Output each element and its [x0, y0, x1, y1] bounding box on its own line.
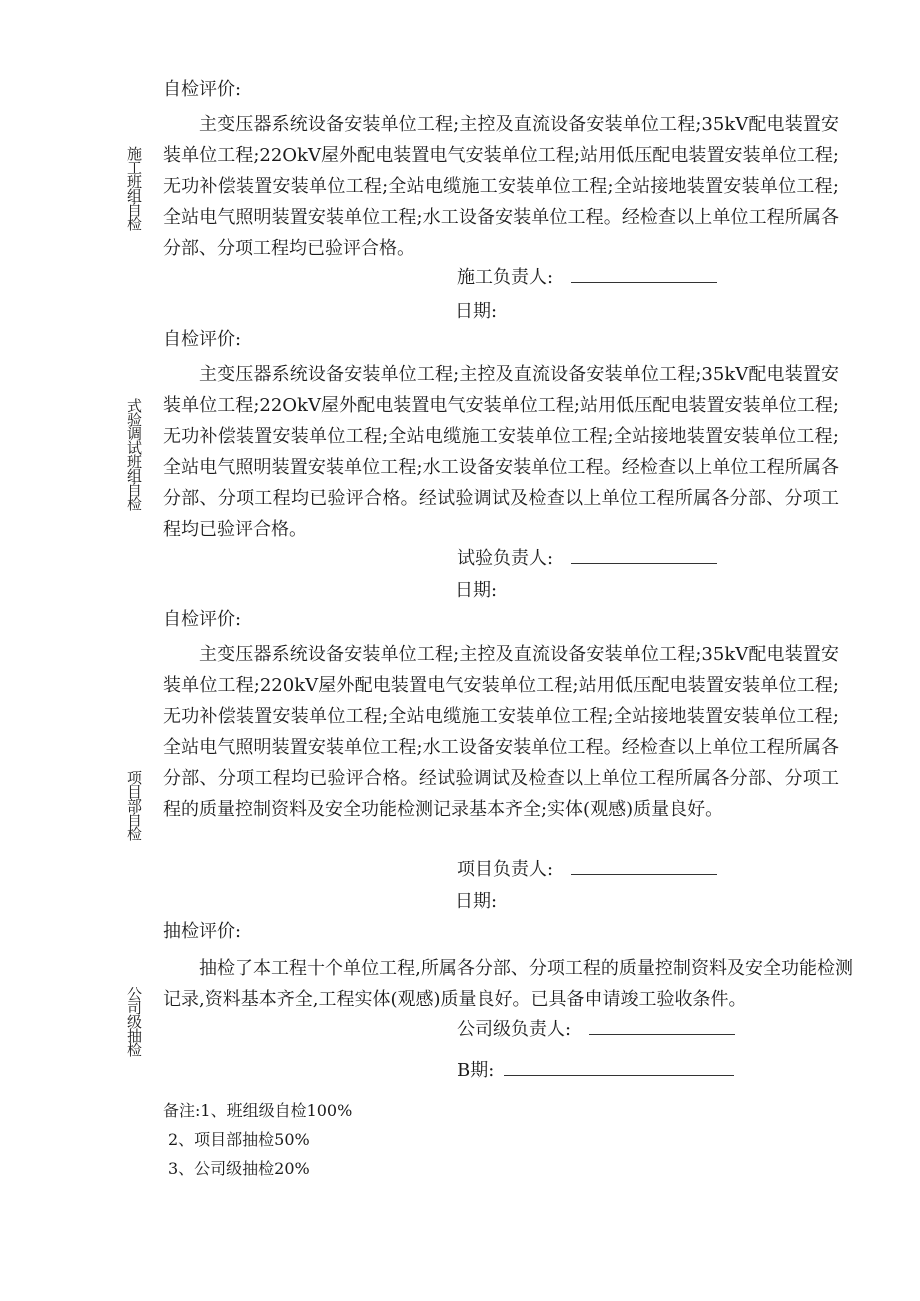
section-4-signature-line[interactable]: [589, 1017, 735, 1035]
section-2-signer-label: 试验负责人:: [457, 548, 554, 569]
section-3-signature-line[interactable]: [571, 857, 717, 875]
section-4-date-label: B期:: [457, 1060, 495, 1081]
section-3-signer: [457, 857, 717, 881]
section-1-signature-line[interactable]: [571, 265, 717, 283]
section-2-signature-line[interactable]: [571, 546, 717, 564]
section-4-label: 抽检评价:: [163, 921, 242, 942]
section-2-label: 自检评价:: [163, 329, 242, 350]
note-2: 2、项目部抽检50%: [168, 1130, 310, 1149]
section-4-date-line[interactable]: [504, 1058, 734, 1076]
section-3-date-label: 日期:: [455, 891, 498, 912]
section-4-date: [457, 1058, 734, 1082]
section-1-date: [455, 301, 511, 323]
section-1-date-label: 日期:: [455, 301, 498, 322]
section-1-side-label: 施工班组自检: [125, 146, 143, 230]
section-1-label: 自检评价:: [163, 79, 242, 100]
section-2-signer: [457, 546, 717, 570]
section-4-signer: [457, 1017, 735, 1041]
section-3-body: 主变压器系统设备安装单位工程;主控及直流设备安装单位工程;35kV配电装置安装单位工程;220kV屋外配电装置电气安装单位工程;站用低压配电装置安装单位工程;无功补偿装置安装单位工程;全站电缆施工安装单位工程;全站接地装置安装单位工程;全站电气照明装置安装单位工程;水工设备安装单位工程。经检查以上单位工程所属各分部、分项工程均已验评合格。经试验调试及检查以上单位工程所属各分部、分项工程的质量控制资料及安全功能检测记录基本齐全;实体(观感)质量良好。: [163, 644, 839, 820]
section-2-body: 主变压器系统设备安装单位工程;主控及直流设备安装单位工程;35kV配电装置安装单位工程;22OkV屋外配电装置电气安装单位工程;站用低压配电装置安装单位工程;无功补偿装置安装单位工程;全站电缆施工安装单位工程;全站接地装置安装单位工程;全站电气照明装置安装单位工程;水工设备安装单位工程。经检查以上单位工程所属各分部、分项工程均已验评合格。经试验调试及检查以上单位工程所属各分部、分项工程均已验评合格。: [163, 364, 839, 540]
section-3-label: 自检评价:: [163, 609, 242, 630]
section-4-body: 抽检了本工程十个单位工程,所属各分部、分项工程的质量控制资料及安全功能检测记录,资料基本齐全,工程实体(观感)质量良好。已具备申请竣工验收条件。: [163, 958, 853, 1010]
section-4-side-label: 公司级抽检: [125, 986, 143, 1056]
note-1: 备注:1、班组级自检100%: [163, 1101, 353, 1120]
section-1-signer: [457, 265, 717, 289]
section-1-body: 主变压器系统设备安装单位工程;主控及直流设备安装单位工程;35kV配电装置安装单位工程;22OkV屋外配电装置电气安装单位工程;站用低压配电装置安装单位工程;无功补偿装置安装单位工程;全站电缆施工安装单位工程;全站接地装置安装单位工程;全站电气照明装置安装单位工程;水工设备安装单位工程。经检查以上单位工程所属各分部、分项工程均已验评合格。: [163, 114, 839, 259]
section-4-signer-label: 公司级负责人:: [457, 1019, 572, 1040]
section-1-signer-label: 施工负责人:: [457, 267, 554, 288]
section-2-date: [455, 580, 511, 602]
section-2-side-label: 式验调试班组自检: [125, 398, 143, 510]
section-3-signer-label: 项目负责人:: [457, 859, 554, 880]
section-2-date-label: 日期:: [455, 580, 498, 601]
section-3-side-label: 项目部自检: [125, 770, 143, 840]
section-3-date: [455, 891, 511, 913]
note-3: 3、公司级抽检20%: [168, 1159, 310, 1178]
